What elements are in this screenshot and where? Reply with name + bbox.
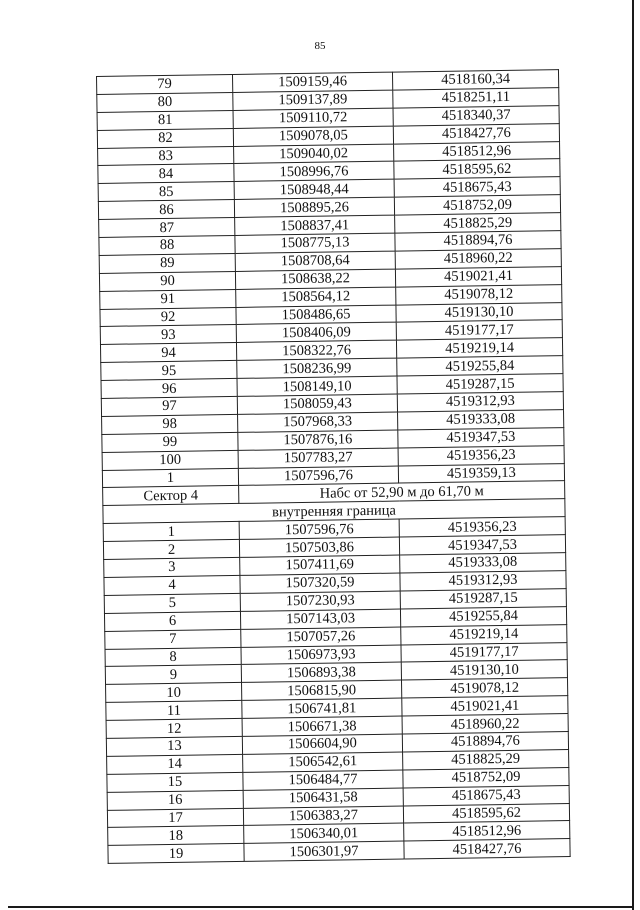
point-number: 7 <box>105 629 241 649</box>
point-number: 79 <box>97 74 233 94</box>
coordinate-y: 4519356,23 <box>398 445 564 465</box>
point-number: 89 <box>99 253 235 273</box>
coordinate-y: 4519356,23 <box>399 517 565 537</box>
coordinate-y: 4518960,22 <box>402 714 568 734</box>
point-number: 95 <box>101 361 237 381</box>
coordinate-x: 1508149,10 <box>237 376 397 396</box>
point-number: 83 <box>98 146 234 166</box>
point-number: 90 <box>99 271 235 291</box>
point-number: 97 <box>101 396 237 416</box>
coordinate-x: 1506340,01 <box>244 823 404 843</box>
coordinate-x: 1507783,27 <box>238 448 398 468</box>
coordinate-x: 1507320,59 <box>240 573 400 593</box>
coordinate-y: 4519219,14 <box>401 624 567 644</box>
coordinate-x: 1507230,93 <box>240 591 400 611</box>
point-number: 1 <box>103 522 239 542</box>
coordinate-x: 1506301,97 <box>244 841 404 861</box>
coordinate-y: 4518340,37 <box>393 105 559 125</box>
coordinate-y: 4518512,96 <box>404 821 570 841</box>
coordinate-x: 1506671,38 <box>242 716 402 736</box>
coordinate-x: 1507503,86 <box>239 537 399 557</box>
point-number: 100 <box>102 450 238 470</box>
sector-label: Сектор 4 <box>103 486 239 506</box>
coordinate-y: 4519347,53 <box>398 427 564 447</box>
coordinate-y: 4519078,12 <box>396 284 562 304</box>
coordinate-x: 1508406,09 <box>236 323 396 343</box>
point-number: 10 <box>106 683 242 703</box>
lower-rows <box>103 517 570 864</box>
coordinate-y: 4518675,43 <box>403 785 569 805</box>
point-number: 6 <box>104 611 240 631</box>
coordinate-y: 4518752,09 <box>394 195 560 215</box>
point-number: 17 <box>107 808 243 828</box>
point-number: 13 <box>106 736 242 756</box>
point-number: 94 <box>100 343 236 363</box>
coordinate-y: 4518752,09 <box>403 767 569 787</box>
coordinate-x: 1506973,93 <box>241 645 401 665</box>
coordinate-x: 1509040,02 <box>234 144 394 164</box>
coordinate-y: 4519177,17 <box>396 320 562 340</box>
coordinate-x: 1506604,90 <box>242 734 402 754</box>
coordinate-y: 4519287,15 <box>397 374 563 394</box>
coordinate-x: 1506484,77 <box>243 770 403 790</box>
coordinate-y: 4518512,96 <box>394 141 560 161</box>
coordinate-x: 1508837,41 <box>235 215 395 235</box>
coordinate-x: 1507876,16 <box>238 430 398 450</box>
coordinate-y: 4518427,76 <box>404 839 570 859</box>
point-number: 4 <box>104 575 240 595</box>
upper-rows <box>97 70 565 488</box>
coordinate-x: 1508996,76 <box>234 162 394 182</box>
page-edge-bottom <box>8 906 634 908</box>
point-number: 91 <box>100 289 236 309</box>
coordinate-y: 4519021,41 <box>402 696 568 716</box>
point-number: 82 <box>97 128 233 148</box>
point-number: 92 <box>100 307 236 327</box>
coordinate-x: 1508948,44 <box>234 179 394 199</box>
coordinate-x: 1506383,27 <box>243 806 403 826</box>
point-number: 2 <box>103 540 239 560</box>
point-number: 93 <box>100 325 236 345</box>
point-number: 1 <box>102 468 238 488</box>
point-number: 8 <box>105 647 241 667</box>
point-number: 80 <box>97 92 233 112</box>
coordinate-y: 4518675,43 <box>394 177 560 197</box>
point-number: 12 <box>106 718 242 738</box>
coordinate-y: 4519359,13 <box>398 463 564 483</box>
coordinate-x: 1509137,89 <box>233 90 393 110</box>
coordinate-x: 1507596,76 <box>238 466 398 486</box>
coordinate-y: 4519078,12 <box>401 678 567 698</box>
coordinate-x: 1509078,05 <box>233 126 393 146</box>
coordinate-y: 4519255,84 <box>397 356 563 376</box>
coordinate-x: 1507596,76 <box>239 519 399 539</box>
point-number: 3 <box>104 557 240 577</box>
point-number: 88 <box>99 235 235 255</box>
coordinates-table <box>96 69 571 864</box>
coordinate-x: 1507411,69 <box>240 555 400 575</box>
coordinate-x: 1506815,90 <box>242 680 402 700</box>
page-edge-right <box>632 0 634 910</box>
inner-boundary-heading: внутренняя граница <box>103 499 565 524</box>
point-number: 15 <box>107 772 243 792</box>
point-number: 81 <box>97 110 233 130</box>
coordinate-y: 4519333,08 <box>400 553 566 573</box>
point-number: 14 <box>107 754 243 774</box>
coordinate-x: 1507968,33 <box>238 412 398 432</box>
coordinate-y: 4519347,53 <box>399 535 565 555</box>
coordinate-y: 4519177,17 <box>401 642 567 662</box>
point-number: 87 <box>99 218 235 238</box>
coordinate-y: 4518427,76 <box>393 123 559 143</box>
coordinate-y: 4519333,08 <box>398 410 564 430</box>
coordinate-x: 1509159,46 <box>232 72 392 92</box>
coordinate-x: 1507057,26 <box>241 627 401 647</box>
point-number: 96 <box>101 379 237 399</box>
point-number: 19 <box>108 844 244 864</box>
point-number: 99 <box>102 432 238 452</box>
coordinate-y: 4518595,62 <box>403 803 569 823</box>
point-number: 18 <box>108 826 244 846</box>
coordinate-y: 4519287,15 <box>400 588 566 608</box>
coordinate-x: 1506542,61 <box>243 752 403 772</box>
coordinate-y: 4518825,29 <box>403 749 569 769</box>
coordinate-y: 4519021,41 <box>395 266 561 286</box>
page-number: 85 <box>314 40 326 52</box>
point-number: 84 <box>98 164 234 184</box>
coordinate-y: 4518595,62 <box>394 159 560 179</box>
coordinate-y: 4518960,22 <box>395 249 561 269</box>
coordinate-x: 1506741,81 <box>242 698 402 718</box>
coordinate-y: 4519219,14 <box>396 338 562 358</box>
point-number: 16 <box>107 790 243 810</box>
coordinate-y: 4519312,93 <box>397 392 563 412</box>
coordinate-y: 4518825,29 <box>395 213 561 233</box>
coordinate-x: 1506893,38 <box>241 662 401 682</box>
coordinate-y: 4519255,84 <box>400 606 566 626</box>
coordinate-x: 1508708,64 <box>235 251 395 271</box>
point-number: 98 <box>102 414 238 434</box>
coordinate-x: 1508236,99 <box>237 358 397 378</box>
coordinate-x: 1508564,12 <box>236 287 396 307</box>
coordinate-x: 1506431,58 <box>243 788 403 808</box>
coordinate-x: 1508775,13 <box>235 233 395 253</box>
coordinate-y: 4519312,93 <box>400 571 566 591</box>
coordinate-x: 1508486,65 <box>236 305 396 325</box>
coordinate-y: 4519130,10 <box>396 302 562 322</box>
point-number: 85 <box>98 182 234 202</box>
coordinate-x: 1508059,43 <box>237 394 397 414</box>
sector-range: Набс от 52,90 м до 61,70 м <box>239 481 565 504</box>
point-number: 9 <box>105 665 241 685</box>
coordinate-x: 1508638,22 <box>235 269 395 289</box>
coordinate-y: 4518160,34 <box>392 70 558 90</box>
coordinate-x: 1509110,72 <box>233 108 393 128</box>
coordinate-y: 4518894,76 <box>395 231 561 251</box>
coordinate-x: 1508322,76 <box>236 340 396 360</box>
point-number: 11 <box>106 701 242 721</box>
coordinate-y: 4518251,11 <box>393 88 559 108</box>
coordinate-x: 1507143,03 <box>240 609 400 629</box>
coordinate-x: 1508895,26 <box>234 197 394 217</box>
coordinates-table-wrapper <box>96 69 570 864</box>
coordinate-y: 4519130,10 <box>401 660 567 680</box>
point-number: 5 <box>104 593 240 613</box>
coordinate-y: 4518894,76 <box>402 732 568 752</box>
point-number: 86 <box>98 200 234 220</box>
